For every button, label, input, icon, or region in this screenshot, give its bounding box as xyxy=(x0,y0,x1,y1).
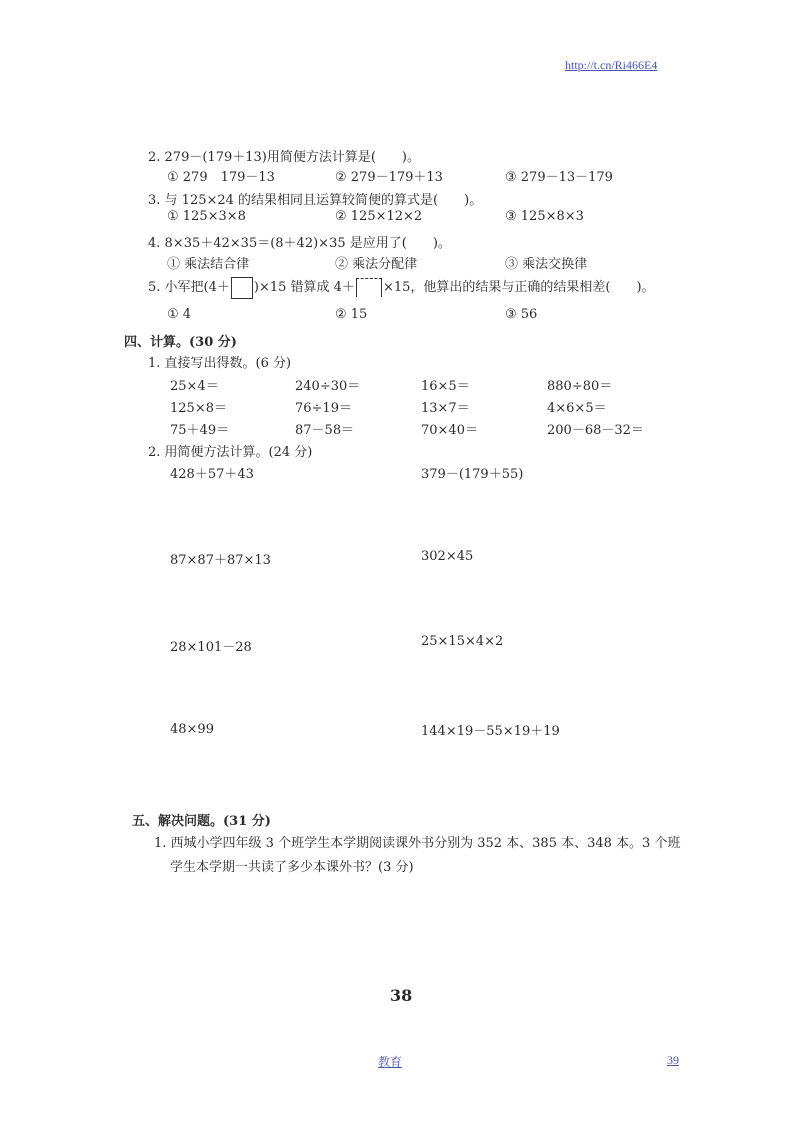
section5-question-1-line1: 1. 西城小学四年级 3 个班学生本学期阅读课外书分别为 352 本、385 本、348 本。3 个班 xyxy=(154,836,681,851)
question-3-option-3: ③ 125×8×3 xyxy=(505,209,584,224)
simplify-calc-item: 302×45 xyxy=(421,549,474,564)
question-5-option-3: ③ 56 xyxy=(505,307,538,322)
question-3-option-1: ① 125×3×8 xyxy=(167,209,246,224)
simplify-calc-item: 25×15×4×2 xyxy=(421,634,504,649)
header-url-link[interactable]: http://t.cn/Ri466E4 xyxy=(565,58,658,72)
simplify-calc-item: 87×87＋87×13 xyxy=(170,553,271,568)
direct-calc-item: 87－58＝ xyxy=(295,423,355,438)
simplify-calc-item: 379－(179＋55) xyxy=(421,467,524,482)
direct-calc-item: 880÷80＝ xyxy=(547,379,613,394)
section5-question-1-line2: 学生本学期一共读了多少本课外书？(3 分) xyxy=(170,860,414,875)
question-4-option-1: ① 乘法结合律 xyxy=(167,257,250,272)
simplify-calc-item: 28×101－28 xyxy=(170,640,252,655)
question-5-stem-part2: )×15 错算成 4＋ xyxy=(253,280,355,295)
question-2-option-3: ③ 279－13－179 xyxy=(505,170,613,185)
direct-calc-item: 70×40＝ xyxy=(421,423,478,438)
section4-sub1-title: 1. 直接写出得数。(6 分) xyxy=(148,356,292,371)
direct-calc-item: 76÷19＝ xyxy=(295,401,352,416)
direct-calc-item: 16×5＝ xyxy=(421,379,470,394)
question-5-stem-part3: ×15，他算出的结果与正确的结果相差( )。 xyxy=(382,280,655,295)
direct-calc-item: 75＋49＝ xyxy=(170,423,230,438)
question-3-stem: 3. 与 125×24 的结果相同且运算较简便的算式是( )。 xyxy=(148,193,483,208)
direct-calc-item: 25×4＝ xyxy=(170,379,219,394)
section4-sub2-title: 2. 用简便方法计算。(24 分) xyxy=(148,445,313,460)
simplify-calc-item: 48×99 xyxy=(170,722,214,737)
direct-calc-item: 125×8＝ xyxy=(170,401,227,416)
footer-right-link[interactable]: 39 xyxy=(667,1053,679,1067)
question-2-stem: 2. 279－(179＋13)用简便方法计算是( )。 xyxy=(148,150,420,165)
question-4-stem: 4. 8×35＋42×35＝(8＋42)×35 是应用了( )。 xyxy=(148,236,451,251)
footer-left-link[interactable]: 教育 xyxy=(378,1055,403,1069)
question-2-option-1: ① 279 179－13 xyxy=(167,170,275,185)
answer-blank-box xyxy=(231,277,253,299)
direct-calc-item: 13×7＝ xyxy=(421,401,470,416)
question-5-stem xyxy=(148,276,655,299)
simplify-calc-item: 144×19－55×19＋19 xyxy=(421,724,560,739)
question-5-stem-part1: 5. 小军把(4＋ xyxy=(148,280,230,295)
direct-calc-item: 4×6×5＝ xyxy=(547,401,607,416)
question-3-option-2: ② 125×12×2 xyxy=(335,209,423,224)
simplify-calc-item: 428＋57＋43 xyxy=(170,467,254,482)
page-number: 38 xyxy=(390,986,413,1005)
section4-title: 四、计算。(30 分) xyxy=(124,335,237,350)
question-5-option-2: ② 15 xyxy=(335,307,368,322)
direct-calc-item: 240÷30＝ xyxy=(295,379,361,394)
question-5-option-1: ① 4 xyxy=(167,307,192,322)
direct-calc-item: 200－68－32＝ xyxy=(547,423,644,438)
question-4-option-3: ③ 乘法交换律 xyxy=(505,257,588,272)
question-2-option-2: ② 279－179＋13 xyxy=(335,170,443,185)
section5-title: 五、解决问题。(31 分) xyxy=(132,814,271,829)
answer-blank-dashed-box xyxy=(356,278,382,297)
question-4-option-2: ② 乘法分配律 xyxy=(335,257,418,272)
